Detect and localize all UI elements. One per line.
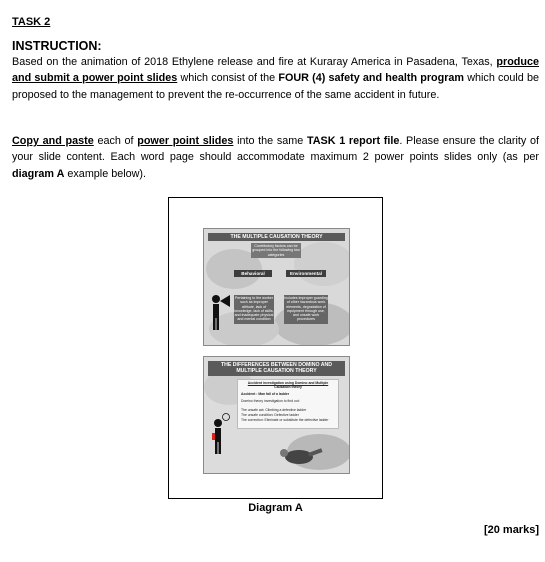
slide2-title: THE DIFFERENCES BETWEEN DOMINO AND MULTIPLE CAUSATION THEORY <box>208 361 345 376</box>
p2-emphasis-task1: TASK 1 report file <box>306 135 400 147</box>
task-label: TASK 2 <box>12 16 51 28</box>
p2-emphasis-diagram: diagram A <box>12 167 65 180</box>
diagram-a-caption: Diagram A <box>248 502 303 514</box>
slide2-line-1: Accident investigation using Domino and Multiple Causation theory <box>247 381 329 389</box>
p2-text-3: . Please ensure the clarity of your slide content. Each word page should accommodate maximum 2 power points slides only (as per <box>12 135 540 164</box>
p1-emphasis-produce: produce and submit a power point slides <box>12 56 539 85</box>
slide1-behavioral-text: Pertaining to the worker such as improper attitude, lack of knowledge, lack of skills, and inadequate physical and mental condition <box>234 295 274 324</box>
slide1-environmental-text: Includes improper guarding of other hazardous work elements, degradation of equipment through use, and unsafe work procedures <box>284 295 328 324</box>
p2-emphasis-slides: power point slides <box>137 135 234 147</box>
slide2-line-6: The correction: Eliminate or substitute the defective ladder <box>241 418 329 422</box>
slide1-title: THE MULTIPLE CAUSATION THEORY <box>208 233 345 241</box>
slide-domino-vs-multiple <box>203 356 350 474</box>
slide1-intro-box: Contributory factors can be grouped into the following two categories <box>252 244 300 257</box>
slide1-environmental-header: Environmental <box>286 270 326 277</box>
instruction-paragraph-2 <box>12 133 539 182</box>
p1-emphasis-four: FOUR (4) safety and health program <box>278 72 465 85</box>
p2-text-4: example below). <box>64 167 147 180</box>
p2-text-1: each of <box>93 135 138 147</box>
p2-text-2: into the same <box>233 135 307 147</box>
slide2-line-2: Accident : Man fall of a ladder <box>241 392 290 396</box>
p1-text-3: which could be proposed to the management to prevent the re-occurrence of the same accident in future. <box>12 72 539 101</box>
slide1-behavioral-header: Behavioral <box>234 270 272 277</box>
instruction-title: INSTRUCTION: <box>12 39 102 53</box>
slide2-line-3: Domino theory investigation to find out: <box>241 399 300 403</box>
p2-emphasis-copy: Copy and paste <box>12 135 94 147</box>
slide2-line-5: The unsafe condition: Defective ladder <box>241 413 299 417</box>
slide-multiple-causation <box>203 228 350 346</box>
slide2-content-panel <box>237 379 339 429</box>
p1-text-2: which consist of the <box>177 72 279 85</box>
marks-label: [20 marks] <box>483 524 539 536</box>
p1-text-1: Based on the animation of 2018 Ethylene release and fire at Kuraray America in Pasadena, Texas, <box>12 56 497 68</box>
instruction-paragraph-1 <box>12 54 539 103</box>
diagram-a-frame <box>168 197 383 499</box>
slide2-line-4: The unsafe act: Climbing a defective ladder <box>241 408 307 412</box>
